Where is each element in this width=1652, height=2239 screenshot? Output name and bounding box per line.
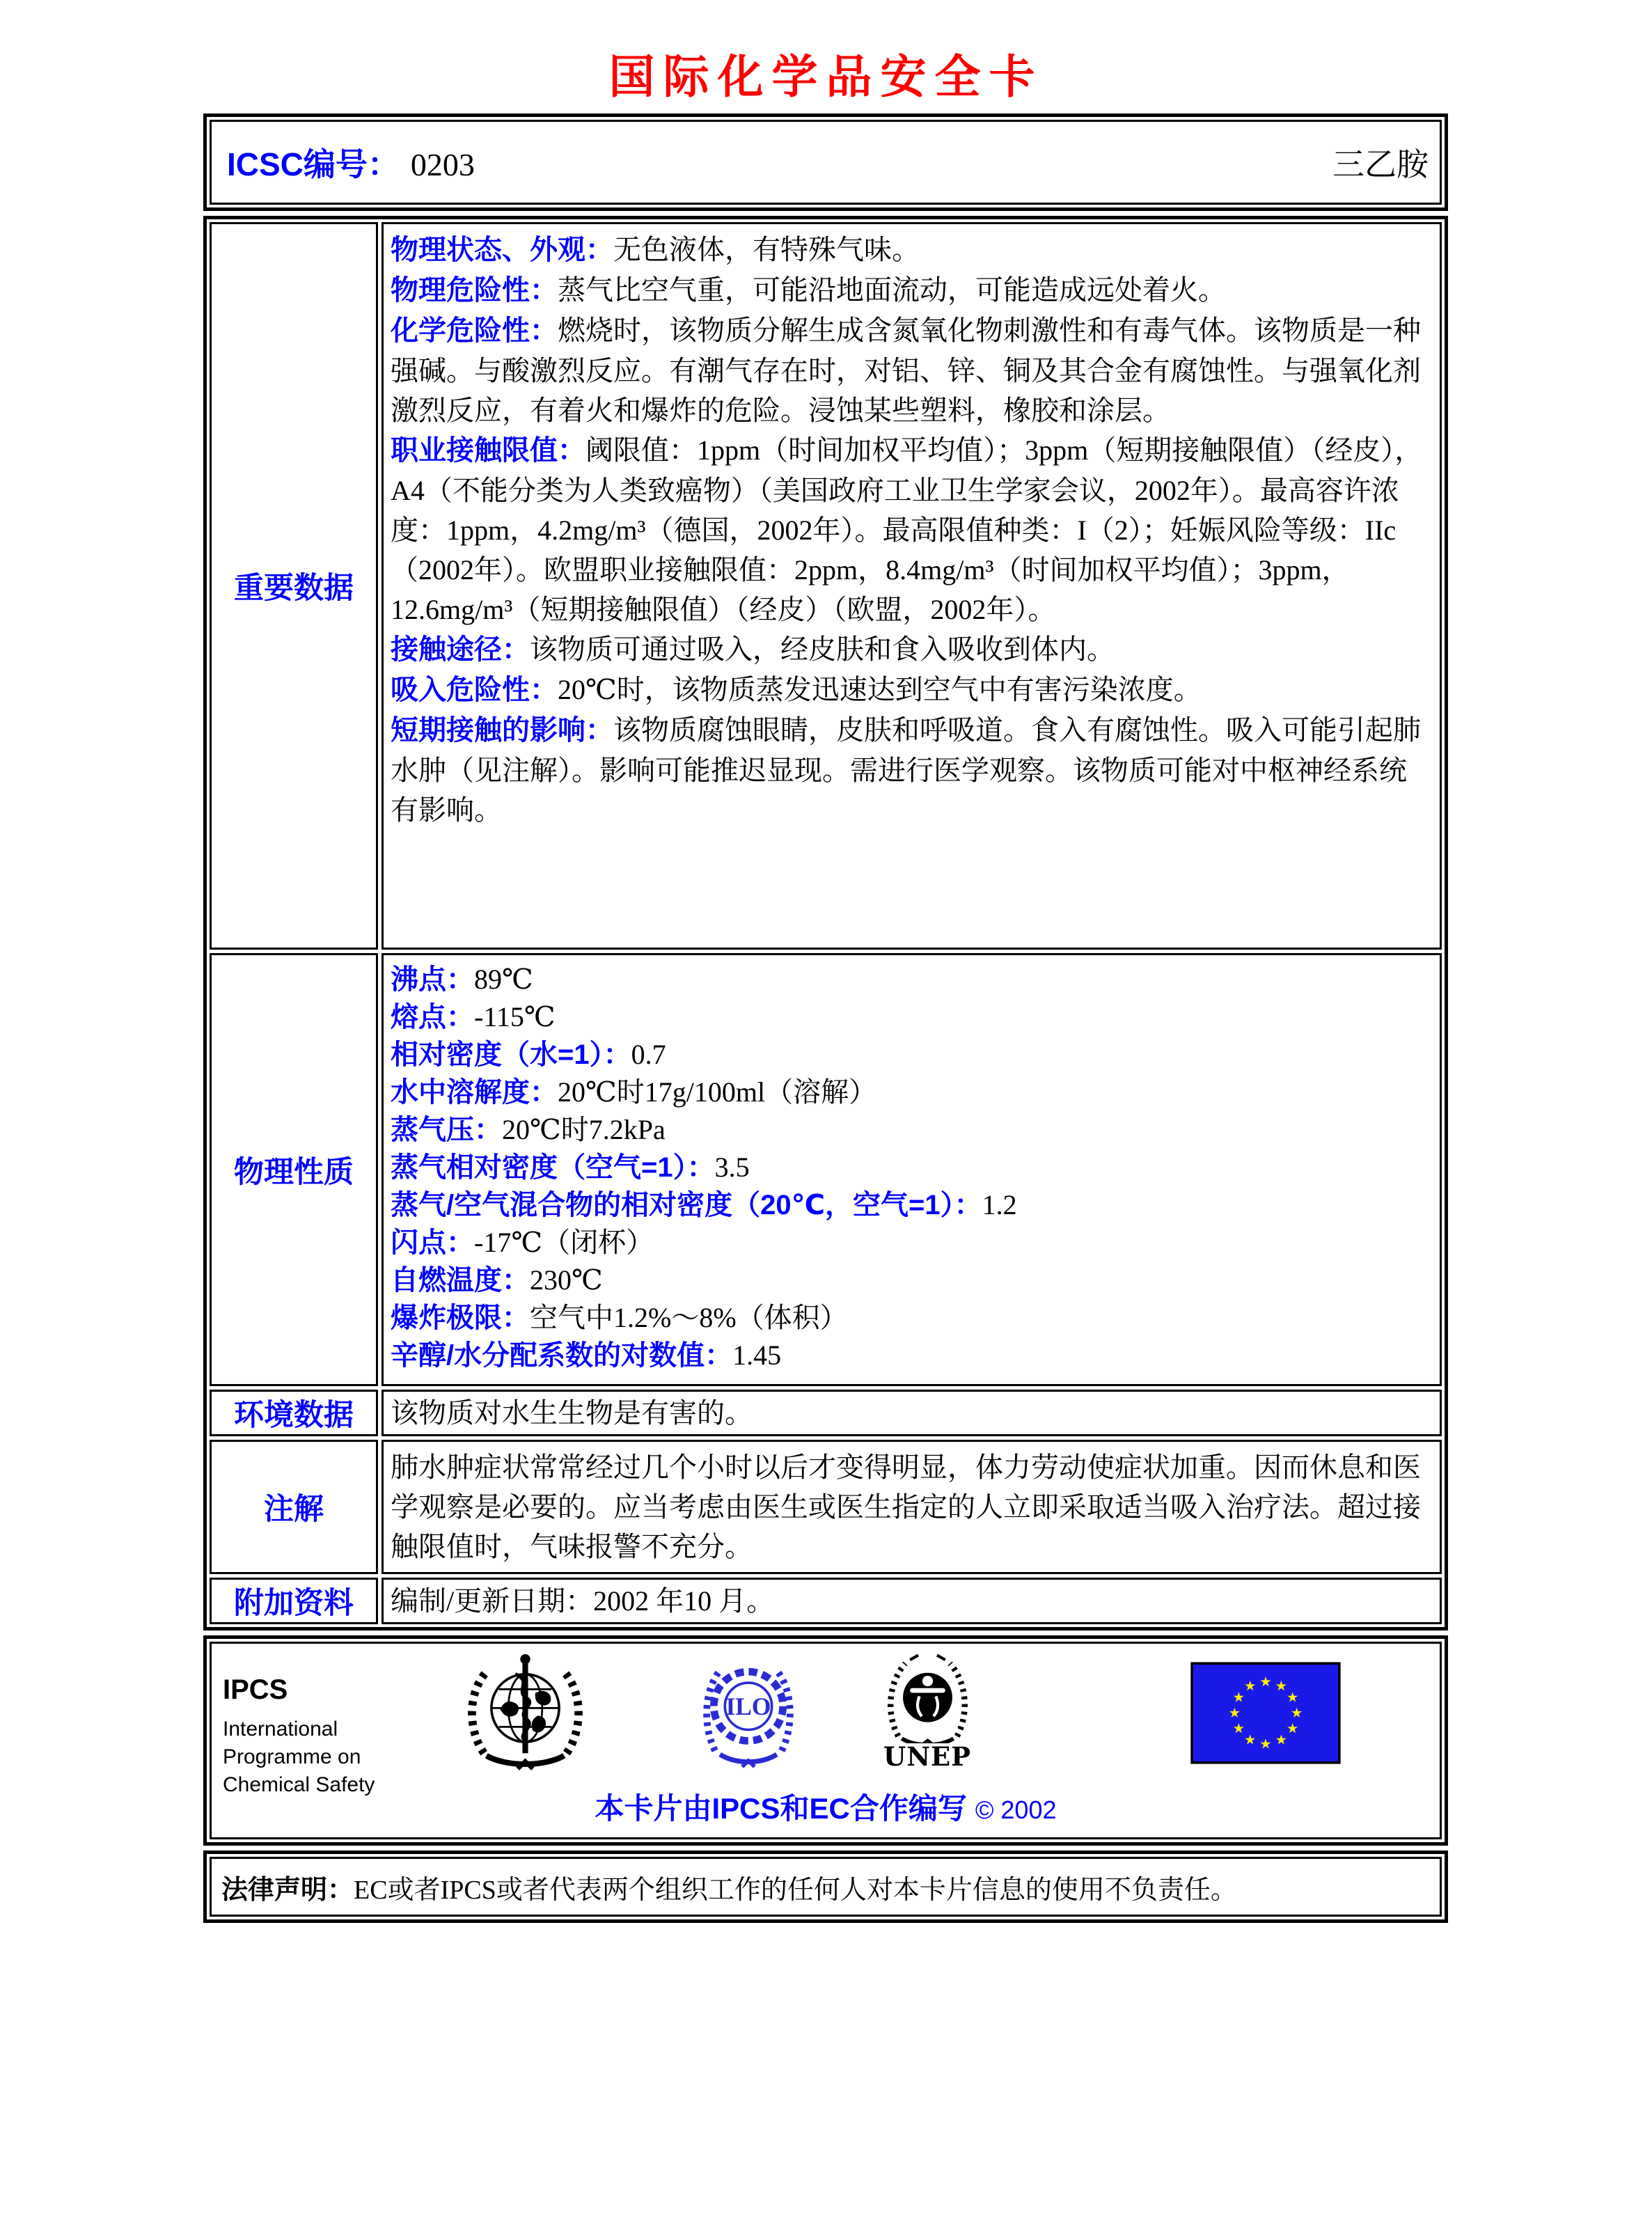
chemical-name: 三乙胺 xyxy=(1332,147,1429,183)
field-text: 该物质腐蚀眼睛，皮肤和呼吸道。食入有腐蚀性。吸入可能引起肺水肿（见注解）。影响可能推迟显现。需进行医学观察。该物质可能对中枢神经系统有影响。 xyxy=(391,714,1421,826)
environmental-data-row xyxy=(210,1390,1442,1436)
field-label: 物理危险性： xyxy=(391,275,558,306)
prop-label: 闪点： xyxy=(391,1227,474,1259)
header-table xyxy=(203,113,1448,211)
field-label: 吸入危险性： xyxy=(391,675,558,706)
prop-explosive-limits xyxy=(391,1299,1430,1337)
field-text: 燃烧时，该物质分解生成含氮氧化物刺激性和有毒气体。该物质是一种强碱。与酸激烈反应。有潮气存在时，对铝、锌、铜及其合金有腐蚀性。与强氧化剂激烈反应，有着火和爆炸的危险。浸蚀某些塑料，橡胶和涂层。 xyxy=(391,315,1421,427)
prop-vapor-air-mixture-density xyxy=(391,1186,1430,1224)
field-short-term-effects xyxy=(391,710,1430,830)
icsc-number-group xyxy=(227,139,475,185)
field-label: 化学危险性： xyxy=(391,315,558,347)
prop-value: 0.7 xyxy=(631,1039,666,1071)
logos-row xyxy=(210,1642,1442,1839)
who-logo-icon xyxy=(461,1648,590,1773)
data-table xyxy=(203,216,1448,1631)
notes-label: 注解 xyxy=(210,1440,378,1574)
prop-value: 空气中1.2%～8%（体积） xyxy=(530,1302,848,1334)
additional-info-label: 附加资料 xyxy=(210,1578,378,1624)
prop-octanol-water-coefficient xyxy=(391,1337,1430,1374)
field-physical-state xyxy=(391,230,1430,270)
important-data-content xyxy=(381,222,1442,950)
field-text: 该物质可通过吸入，经皮肤和食入吸收到体内。 xyxy=(530,634,1115,666)
field-text: 无色液体，有特殊气味。 xyxy=(613,234,920,266)
additional-info-content: 编制/更新日期：2002 年10 月。 xyxy=(381,1578,1442,1624)
field-exposure-routes xyxy=(391,629,1430,670)
field-text: 蒸气比空气重，可能沿地面流动，可能造成远处着火。 xyxy=(558,274,1226,306)
field-label: 物理状态、外观： xyxy=(391,235,613,266)
icsc-number-label: ICSC编号： xyxy=(227,146,400,183)
field-label: 职业接触限值： xyxy=(391,435,585,466)
field-label: 短期接触的影响： xyxy=(391,715,613,746)
additional-info-row xyxy=(210,1578,1442,1624)
prop-label: 水中溶解度： xyxy=(391,1077,558,1108)
prop-melting-point xyxy=(391,998,1430,1036)
field-inhalation-risk xyxy=(391,670,1430,710)
icsc-header-row xyxy=(210,120,1442,205)
prop-label: 辛醇/水分配系数的对数值： xyxy=(391,1340,733,1372)
page-title: 国际化学品安全卡 xyxy=(608,49,1044,104)
field-occupational-limits xyxy=(391,430,1430,629)
field-text: 20℃时，该物质蒸发迅速达到空气中有害污染浓度。 xyxy=(558,674,1202,706)
ipcs-title: IPCS xyxy=(223,1674,288,1706)
physical-properties-row xyxy=(210,953,1442,1386)
eu-flag-icon xyxy=(1190,1662,1341,1764)
field-physical-hazard xyxy=(391,270,1430,311)
unep-logo-icon xyxy=(881,1649,975,1743)
notes-content: 肺水肿症状常常经过几个小时以后才变得明显，体力劳动使症状加重。因而休息和医学观察是必要的。应当考虑由医生或医生指定的人立即采取适当吸入治疗法。超过接触限值时，气味报警不充分。 xyxy=(381,1440,1442,1574)
ipcs-line-2: Programme on xyxy=(223,1745,361,1769)
prop-value: 20℃时7.2kPa xyxy=(502,1114,666,1146)
legal-row xyxy=(210,1857,1442,1917)
prop-value: 230℃ xyxy=(530,1264,603,1296)
ilo-logo-icon xyxy=(699,1651,798,1770)
field-label: 接触途径： xyxy=(391,634,530,666)
prop-autoignition-temp xyxy=(391,1262,1430,1299)
notes-row xyxy=(210,1440,1442,1574)
icsc-number-value: 0203 xyxy=(410,147,475,183)
ipcs-line-1: International xyxy=(223,1718,338,1741)
legal-table xyxy=(203,1851,1448,1923)
important-data-label: 重要数据 xyxy=(210,222,378,950)
prop-value: 1.45 xyxy=(732,1340,782,1372)
prop-value: 1.2 xyxy=(982,1189,1017,1221)
prop-value: 20℃时17g/100ml（溶解） xyxy=(558,1076,877,1108)
logos-table xyxy=(203,1635,1448,1846)
prop-relative-density xyxy=(391,1036,1430,1074)
environmental-data-label: 环境数据 xyxy=(210,1390,378,1436)
prop-label: 相对密度（水=1）： xyxy=(391,1039,631,1071)
physical-properties-label: 物理性质 xyxy=(210,953,378,1386)
cooperation-caption xyxy=(212,1786,1440,1828)
legal-statement-text: EC或者IPCS或者代表两个组织工作的任何人对本卡片信息的使用不负责任。 xyxy=(354,1875,1237,1905)
field-chemical-hazard xyxy=(391,311,1430,430)
ipcs-text-block xyxy=(223,1674,375,1799)
prop-label: 蒸气压： xyxy=(391,1115,502,1146)
prop-label: 熔点： xyxy=(391,1002,474,1033)
prop-label: 蒸气/空气混合物的相对密度（20℃，空气=1）： xyxy=(391,1190,982,1221)
prop-label: 自燃温度： xyxy=(391,1265,530,1296)
caption-year: © 2002 xyxy=(975,1796,1057,1825)
prop-water-solubility xyxy=(391,1074,1430,1111)
prop-label: 沸点： xyxy=(391,964,474,996)
physical-properties-content xyxy=(381,953,1442,1386)
prop-label: 爆炸极限： xyxy=(391,1303,530,1334)
prop-vapor-density xyxy=(391,1149,1430,1186)
ilo-logo-text: ILO xyxy=(725,1692,771,1721)
ipcs-line-3: Chemical Safety xyxy=(223,1773,375,1797)
unep-logo-text: UNEP xyxy=(883,1741,972,1773)
safety-card xyxy=(203,113,1448,1923)
prop-flash-point xyxy=(391,1224,1430,1262)
environmental-data-content: 该物质对水生生物是有害的。 xyxy=(381,1390,1442,1436)
prop-vapor-pressure xyxy=(391,1111,1430,1149)
field-text: 阈限值：1ppm（时间加权平均值）；3ppm（短期接触限值）（经皮），A4（不能分类为人类致癌物）（美国政府工业卫生学家会议，2002年）。最高容许浓度：1ppm，4.2mg/m³（德国，2002年）。最高限值种类：I（2）；妊娠风险等级：IIc（2002年）。欧盟职业接触限值：2ppm，8.4mg/m³（时间加权平均值）；3ppm，12.6mg/m³（短期接触限值）（经皮）（欧盟，2002年）。 xyxy=(391,434,1423,626)
prop-boiling-point xyxy=(391,961,1430,998)
prop-value: 89℃ xyxy=(474,964,533,996)
caption-text: 本卡片由IPCS和EC合作编写 xyxy=(595,1792,967,1825)
prop-value: 3.5 xyxy=(714,1152,750,1184)
legal-statement-label: 法律声明： xyxy=(221,1875,354,1905)
prop-label: 蒸气相对密度（空气=1）： xyxy=(391,1152,715,1184)
unep-logo xyxy=(879,1649,976,1773)
prop-value: -115℃ xyxy=(474,1001,556,1033)
important-data-row xyxy=(210,222,1442,950)
prop-value: -17℃（闭杯） xyxy=(474,1227,654,1259)
